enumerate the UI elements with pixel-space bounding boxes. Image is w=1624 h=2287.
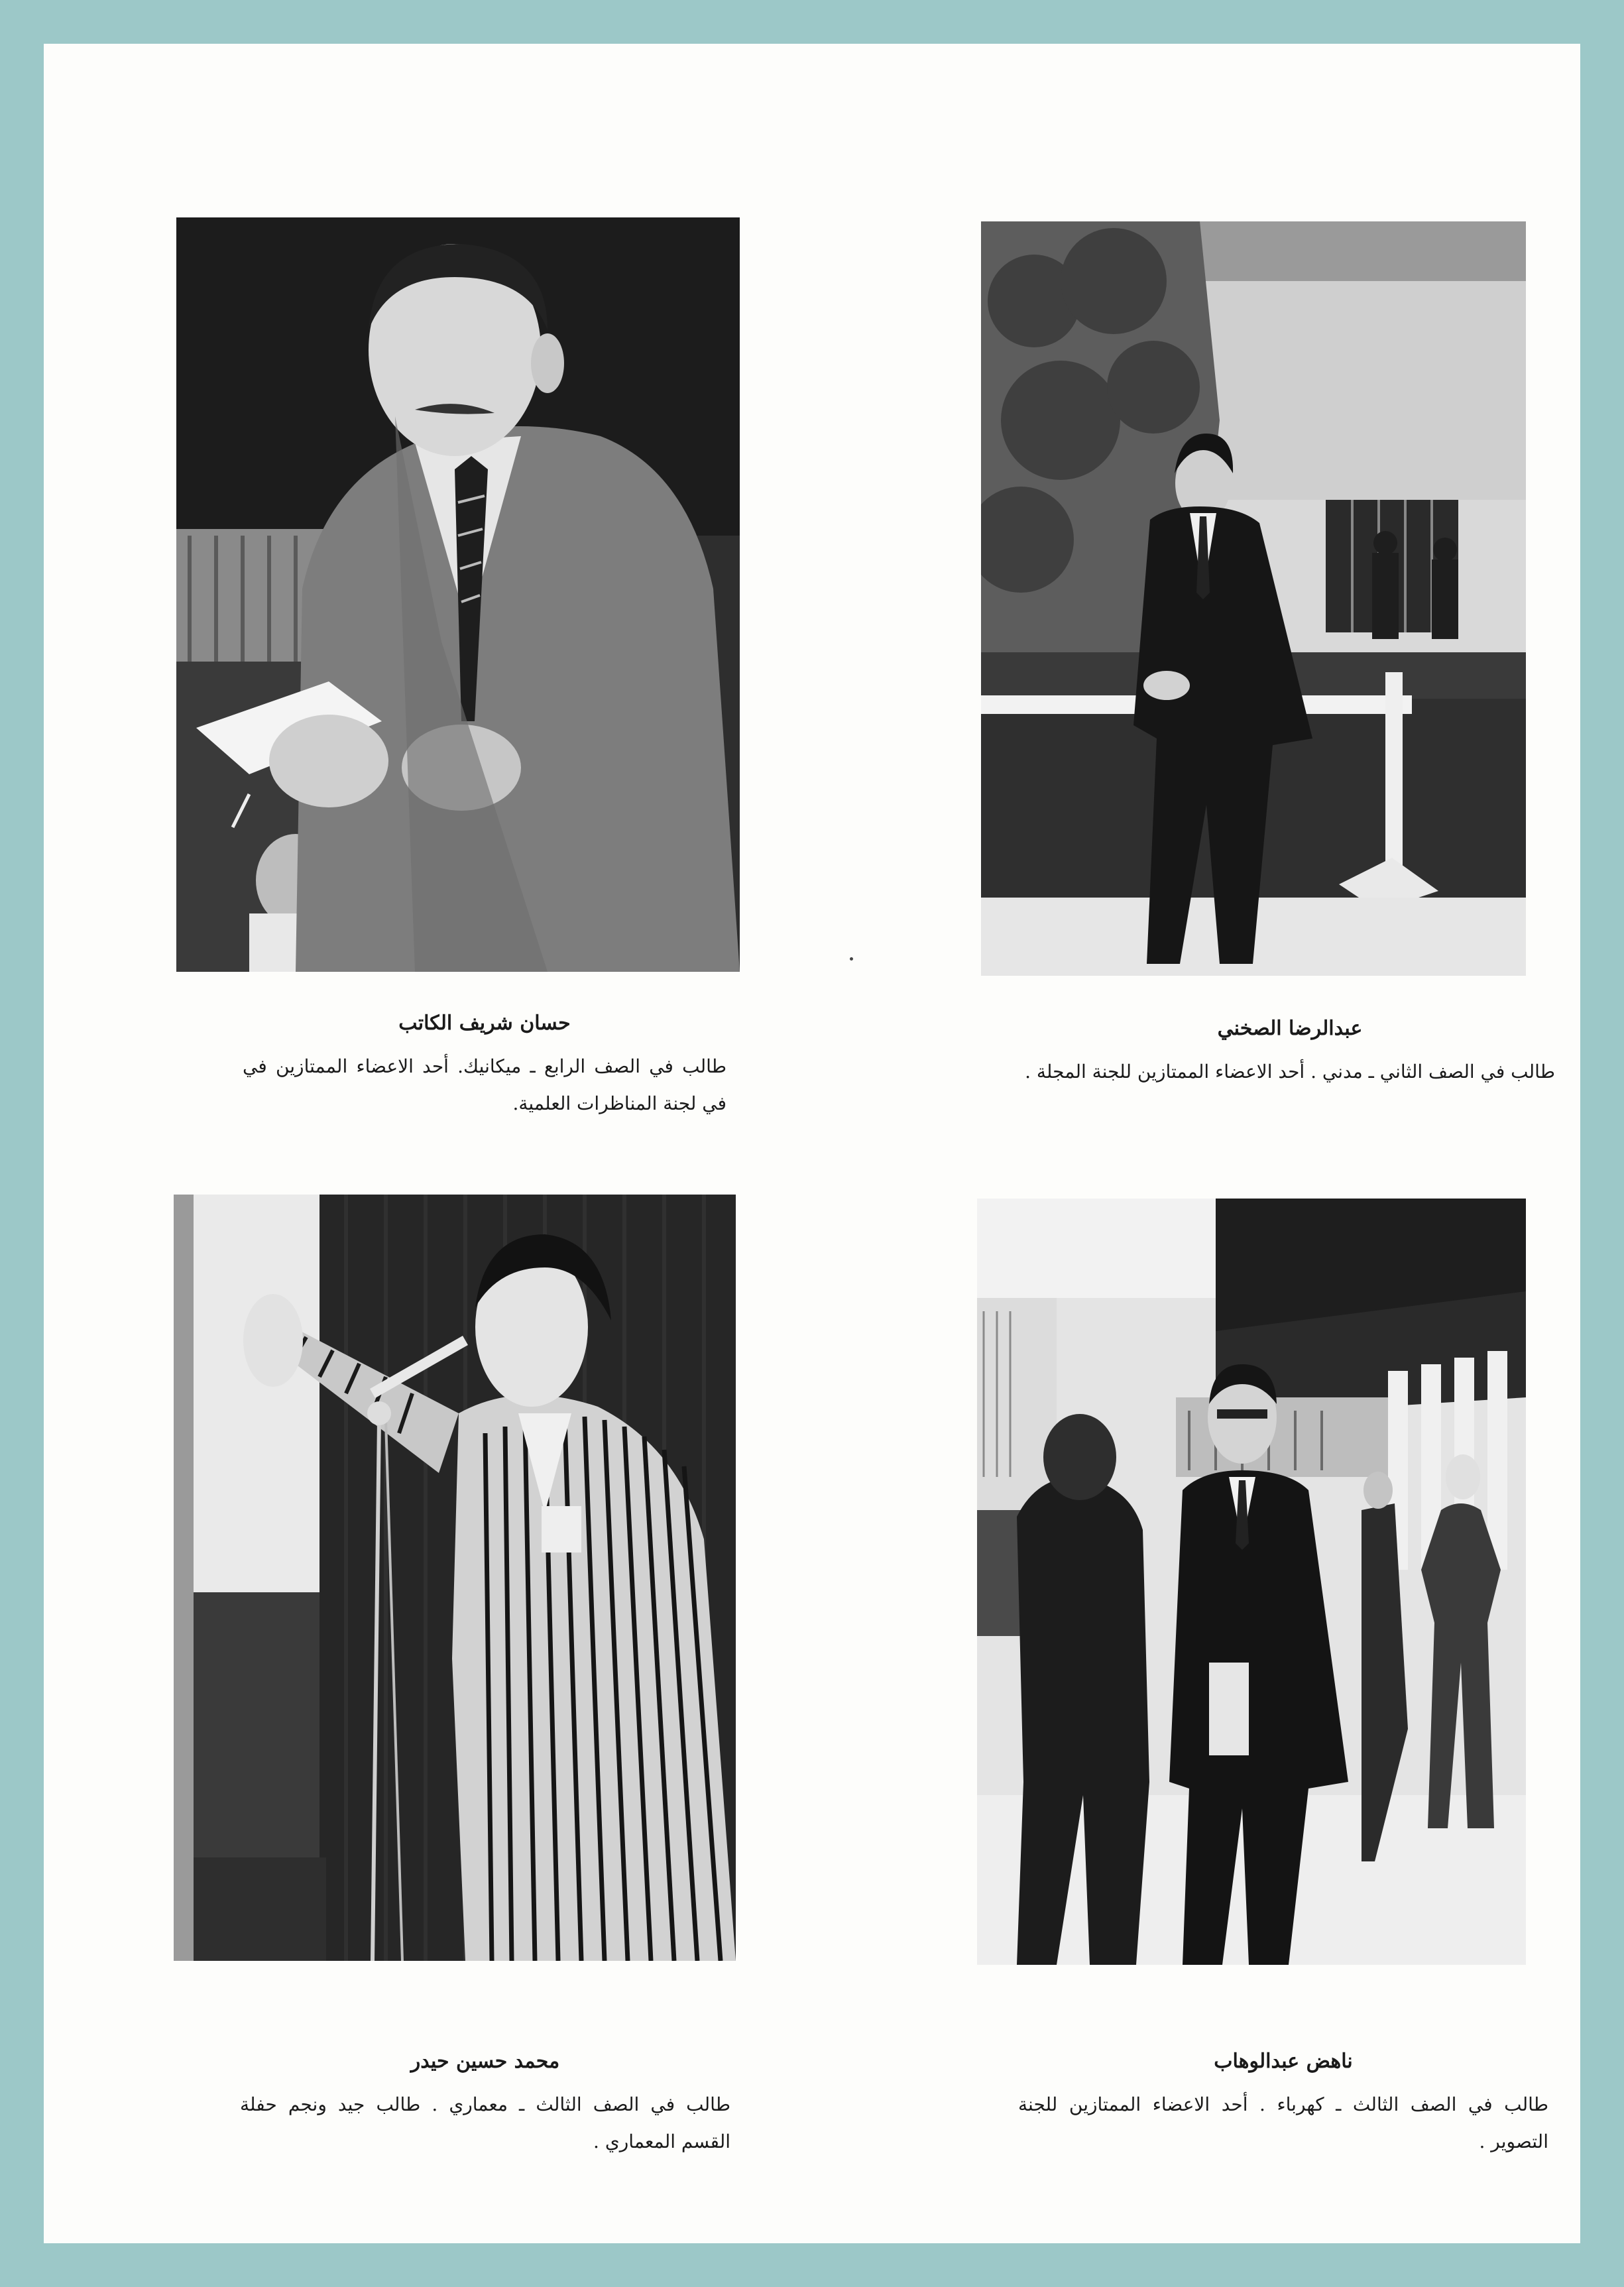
caption-mohammed: [240, 2050, 730, 2160]
person-description: طالب في الصف الثالث ـ معماري . طالب جيد ونجم حفلة القسم المعماري .: [240, 2093, 730, 2152]
person-name: حسان شريف الكاتب: [398, 1012, 571, 1035]
person-description: طالب في الصف الثاني ـ مدني . أحد الاعضاء الممتازين للجنة المجلة .: [1025, 1061, 1555, 1083]
caption-abdulridha: [1025, 1017, 1555, 1090]
person-description: طالب في الصف الثالث ـ كهرباء . أحد الاعضاء الممتازين للجنة التصوير .: [1018, 2093, 1548, 2152]
photo-speaker-reading: [176, 217, 740, 972]
person-name: ناهض عبدالوهاب: [1214, 2050, 1353, 2073]
caption-hassan: [243, 1012, 726, 1122]
person-name: محمد حسين حيدر: [410, 2050, 560, 2073]
page-sheet: [44, 44, 1580, 2243]
caption-nahidh: [1018, 2050, 1548, 2160]
photo-students-walking: [977, 1199, 1526, 1965]
photo-student-at-railing: [981, 221, 1526, 976]
scan-speck: [850, 957, 853, 961]
photo-singer-at-microphone: [174, 1195, 736, 1961]
person-description: طالب في الصف الرابع ـ ميكانيك. أحد الاعضاء الممتازين في في لجنة المناظرات العلمية.: [243, 1055, 726, 1114]
person-name: عبدالرضا الصخني: [1217, 1017, 1363, 1040]
